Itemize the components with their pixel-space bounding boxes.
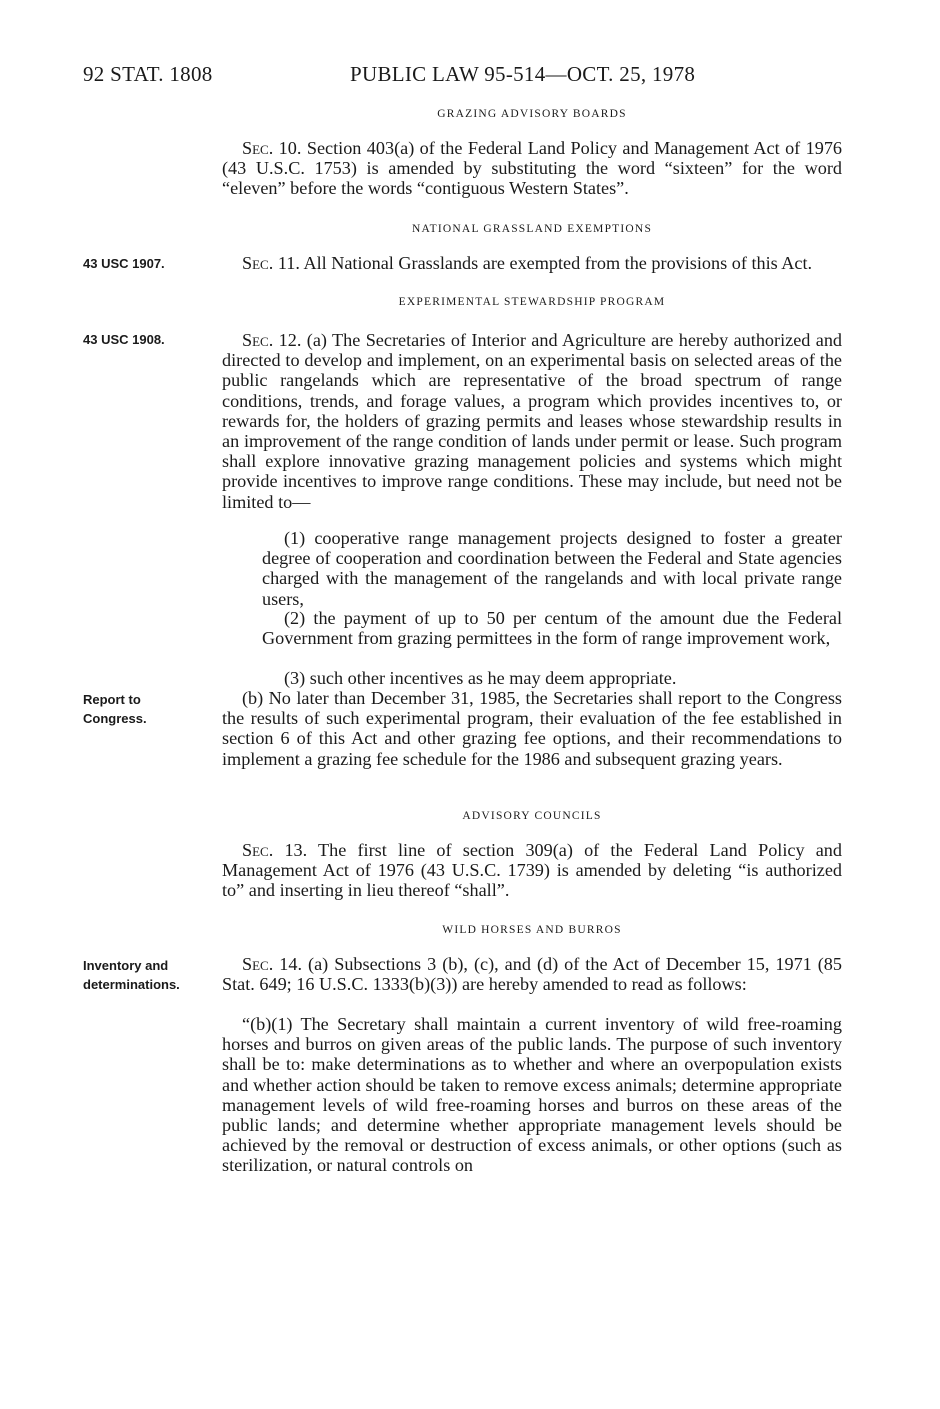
section-10-label: Sec. 10. bbox=[242, 138, 302, 158]
heading-wild-horses-and-burros: WILD HORSES AND BURROS bbox=[442, 924, 622, 936]
margin-note-43-usc-1907: 43 USC 1907. bbox=[83, 256, 165, 271]
margin-note-report-line-2: Congress. bbox=[83, 711, 147, 726]
section-12-label: Sec. 12. bbox=[242, 330, 302, 350]
running-title: PUBLIC LAW 95-514—OCT. 25, 1978 bbox=[350, 62, 696, 86]
statute-reference: 92 STAT. 1808 bbox=[83, 62, 213, 86]
margin-note-inventory-and-determinations bbox=[83, 956, 213, 994]
section-14a-text: (a) Subsections 3 (b), (c), and (d) of the Act of December 15, 1971 (85 Stat. 649; 16 U.S.C. 1333(b)(3)) are hereby amended to read as follows: bbox=[222, 954, 842, 995]
section-10 bbox=[222, 138, 842, 199]
section-12-item-3: (3) such other incentives as he may deem appropriate. bbox=[284, 668, 677, 688]
margin-note-inventory-line-2: determinations. bbox=[83, 977, 180, 992]
heading-grazing-advisory-boards: GRAZING ADVISORY BOARDS bbox=[437, 108, 627, 120]
margin-note-43-usc-1908: 43 USC 1908. bbox=[83, 332, 165, 347]
section-12a-text: (a) The Secretaries of Interior and Agriculture are hereby authorized and directed to develop and implement, on an experimental basis on selected areas of the public rangelands which are representative of the broad spectrum of range conditions, trends, and forage values, a program which provides incentives to, or rewards for, the holders of grazing permits and leases whose stewardship results in an improvement of the range condition of lands under permit or lease. Such program shall explore innovative grazing management policies and systems which might provide incentives to improve range conditions. These may include, but need not be limited to— bbox=[222, 330, 843, 512]
section-12-item-1: (1) cooperative range management projects designed to foster a greater degree of cooperation and coordination between the Federal and State agencies charged with the management of the rangelands and with local private range users, bbox=[262, 528, 842, 609]
section-13 bbox=[222, 840, 842, 901]
margin-note-report-to-congress bbox=[83, 690, 213, 728]
section-11 bbox=[222, 253, 842, 273]
section-13-text: The first line of section 309(a) of the Federal Land Policy and Management Act of 1976 (43 U.S.C. 1739) is amended by deleting “is authorized to” and inserting in lieu thereof “shall”. bbox=[222, 840, 842, 901]
section-12-item-2: (2) the payment of up to 50 per centum of the amount due the Federal Government from grazing permittees in the form of range improvement work, bbox=[262, 608, 842, 649]
section-12b: (b) No later than December 31, 1985, the Secretaries shall report to the Congress the results of such experimental program, their evaluation of the fee established in section 6 of this Act and other grazing fee options, and their recommendations to implement a grazing fee schedule for the 1986 and subsequent grazing years. bbox=[222, 688, 842, 769]
section-11-text: All National Grasslands are exempted from the provisions of this Act. bbox=[303, 253, 813, 273]
section-14-quoted-text: “(b)(1) The Secretary shall maintain a current inventory of wild free-roaming horses and burros on given areas of the public lands. The purpose of such inventory shall be to: make determinations as to whether and where an overpopulation exists and whether action should be taken to remove excess animals; determine appropriate management levels of wild free-roaming horses and burros on these areas of the public lands; and determine whether appropriate management levels should be achieved by the removal or destruction of excess animals, or other options (such as sterilization, or natural controls on bbox=[222, 1014, 842, 1176]
section-10-text: Section 403(a) of the Federal Land Policy and Management Act of 1976 (43 U.S.C. 1753) is amended by substituting the word “sixteen” for the word “eleven” before the words “contiguous Western States”. bbox=[222, 138, 843, 199]
section-13-label: Sec. 13. bbox=[242, 840, 308, 860]
section-11-label: Sec. 11. bbox=[242, 253, 300, 273]
margin-note-inventory-line-1: Inventory and bbox=[83, 958, 169, 973]
section-14a bbox=[222, 954, 842, 994]
heading-experimental-stewardship-program: EXPERIMENTAL STEWARDSHIP PROGRAM bbox=[398, 296, 666, 308]
section-14-label: Sec. 14. bbox=[242, 954, 303, 974]
section-12a bbox=[222, 330, 842, 512]
heading-national-grassland-exemptions: NATIONAL GRASSLAND EXEMPTIONS bbox=[411, 223, 653, 235]
margin-note-report-line-1: Report to bbox=[83, 692, 141, 707]
heading-advisory-councils: ADVISORY COUNCILS bbox=[462, 810, 602, 822]
